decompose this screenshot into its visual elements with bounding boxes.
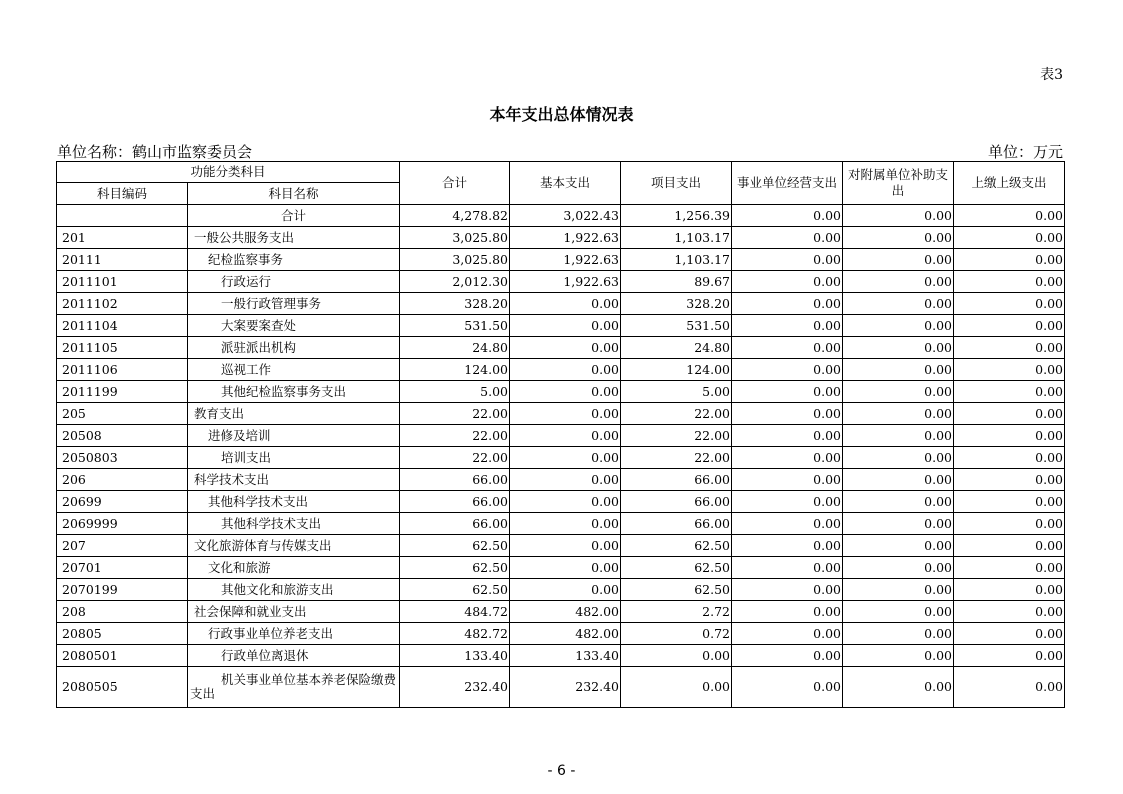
cell-business: 0.00 <box>732 469 843 491</box>
cell-subsidy: 0.00 <box>843 579 954 601</box>
cell-name: 行政事业单位养老支出 <box>188 623 400 645</box>
cell-subsidy: 0.00 <box>843 513 954 535</box>
unit-name-label: 单位名称：鹤山市监察委员会 <box>57 143 253 161</box>
cell-code: 2080505 <box>57 667 188 708</box>
cell-business: 0.00 <box>732 491 843 513</box>
cell-subsidy: 0.00 <box>843 359 954 381</box>
cell-subsidy: 0.00 <box>843 227 954 249</box>
table-row <box>57 513 1065 535</box>
cell-subsidy: 0.00 <box>843 271 954 293</box>
header-total: 合计 <box>400 162 510 205</box>
cell-business: 0.00 <box>732 381 843 403</box>
cell-code: 20508 <box>57 425 188 447</box>
cell-project: 0.72 <box>621 623 732 645</box>
header-project: 项目支出 <box>621 162 732 205</box>
cell-project: 2.72 <box>621 601 732 623</box>
cell-name: 培训支出 <box>188 447 400 469</box>
cell-code: 2011101 <box>57 271 188 293</box>
cell-subsidy: 0.00 <box>843 447 954 469</box>
header-upper: 上缴上级支出 <box>954 162 1065 205</box>
cell-upper: 0.00 <box>954 315 1065 337</box>
cell-name: 一般行政管理事务 <box>188 293 400 315</box>
cell-name: 其他科学技术支出 <box>188 513 400 535</box>
cell-subsidy: 0.00 <box>843 491 954 513</box>
table-row <box>57 227 1065 249</box>
cell-project: 124.00 <box>621 359 732 381</box>
cell-project: 66.00 <box>621 469 732 491</box>
cell-business: 0.00 <box>732 447 843 469</box>
cell-name: 行政单位离退休 <box>188 645 400 667</box>
cell-upper: 0.00 <box>954 271 1065 293</box>
cell-project: 89.67 <box>621 271 732 293</box>
cell-code: 206 <box>57 469 188 491</box>
header-subsidy: 对附属单位补助支出 <box>843 162 954 205</box>
cell-business: 0.00 <box>732 205 843 227</box>
cell-code: 20699 <box>57 491 188 513</box>
cell-code: 205 <box>57 403 188 425</box>
table-row <box>57 315 1065 337</box>
table-row <box>57 403 1065 425</box>
table-row <box>57 623 1065 645</box>
cell-project: 1,103.17 <box>621 227 732 249</box>
cell-basic: 0.00 <box>510 447 621 469</box>
cell-code: 208 <box>57 601 188 623</box>
table-row <box>57 579 1065 601</box>
cell-code: 2011102 <box>57 293 188 315</box>
cell-name: 社会保障和就业支出 <box>188 601 400 623</box>
cell-basic: 1,922.63 <box>510 271 621 293</box>
cell-total: 66.00 <box>400 491 510 513</box>
cell-upper: 0.00 <box>954 249 1065 271</box>
table-row <box>57 557 1065 579</box>
cell-basic: 1,922.63 <box>510 227 621 249</box>
cell-upper: 0.00 <box>954 337 1065 359</box>
table-row <box>57 337 1065 359</box>
cell-upper: 0.00 <box>954 205 1065 227</box>
cell-project: 62.50 <box>621 557 732 579</box>
cell-upper: 0.00 <box>954 491 1065 513</box>
cell-subsidy: 0.00 <box>843 293 954 315</box>
cell-upper: 0.00 <box>954 469 1065 491</box>
cell-subsidy: 0.00 <box>843 315 954 337</box>
cell-basic: 0.00 <box>510 381 621 403</box>
cell-basic: 0.00 <box>510 337 621 359</box>
cell-basic: 0.00 <box>510 359 621 381</box>
table-row <box>57 491 1065 513</box>
cell-project: 24.80 <box>621 337 732 359</box>
cell-name: 大案要案查处 <box>188 315 400 337</box>
cell-code: 20111 <box>57 249 188 271</box>
cell-business: 0.00 <box>732 557 843 579</box>
cell-total: 62.50 <box>400 557 510 579</box>
cell-total: 3,025.80 <box>400 227 510 249</box>
cell-upper: 0.00 <box>954 381 1065 403</box>
cell-upper: 0.00 <box>954 447 1065 469</box>
cell-business: 0.00 <box>732 535 843 557</box>
cell-code: 2080501 <box>57 645 188 667</box>
cell-project: 0.00 <box>621 667 732 708</box>
cell-total: 22.00 <box>400 447 510 469</box>
cell-upper: 0.00 <box>954 227 1065 249</box>
cell-name: 合计 <box>188 205 400 227</box>
cell-upper: 0.00 <box>954 513 1065 535</box>
cell-business: 0.00 <box>732 425 843 447</box>
cell-name: 其他纪检监察事务支出 <box>188 381 400 403</box>
cell-code: 201 <box>57 227 188 249</box>
cell-upper: 0.00 <box>954 557 1065 579</box>
cell-project: 531.50 <box>621 315 732 337</box>
table-row <box>57 667 1065 708</box>
cell-project: 22.00 <box>621 425 732 447</box>
cell-total: 482.72 <box>400 623 510 645</box>
cell-basic: 1,922.63 <box>510 249 621 271</box>
cell-total: 24.80 <box>400 337 510 359</box>
cell-total: 328.20 <box>400 293 510 315</box>
cell-name: 教育支出 <box>188 403 400 425</box>
cell-project: 22.00 <box>621 403 732 425</box>
cell-basic: 0.00 <box>510 579 621 601</box>
cell-business: 0.00 <box>732 227 843 249</box>
cell-name: 科学技术支出 <box>188 469 400 491</box>
cell-code: 2011106 <box>57 359 188 381</box>
cell-basic: 232.40 <box>510 667 621 708</box>
cell-project: 1,256.39 <box>621 205 732 227</box>
cell-basic: 0.00 <box>510 315 621 337</box>
cell-total: 5.00 <box>400 381 510 403</box>
cell-code: 2011104 <box>57 315 188 337</box>
cell-basic: 0.00 <box>510 469 621 491</box>
cell-basic: 0.00 <box>510 557 621 579</box>
cell-upper: 0.00 <box>954 425 1065 447</box>
cell-code: 207 <box>57 535 188 557</box>
cell-project: 0.00 <box>621 645 732 667</box>
cell-code <box>57 205 188 227</box>
cell-subsidy: 0.00 <box>843 249 954 271</box>
cell-basic: 0.00 <box>510 535 621 557</box>
cell-subsidy: 0.00 <box>843 469 954 491</box>
cell-project: 328.20 <box>621 293 732 315</box>
table-number-label: 表3 <box>1040 67 1063 83</box>
cell-total: 66.00 <box>400 469 510 491</box>
cell-upper: 0.00 <box>954 579 1065 601</box>
cell-business: 0.00 <box>732 579 843 601</box>
cell-total: 3,025.80 <box>400 249 510 271</box>
cell-business: 0.00 <box>732 315 843 337</box>
cell-code: 2011105 <box>57 337 188 359</box>
cell-project: 62.50 <box>621 535 732 557</box>
expenditure-table <box>56 161 1065 708</box>
cell-project: 62.50 <box>621 579 732 601</box>
cell-name: 文化和旅游 <box>188 557 400 579</box>
table-row <box>57 447 1065 469</box>
table-row <box>57 645 1065 667</box>
cell-name: 进修及培训 <box>188 425 400 447</box>
cell-name: 派驻派出机构 <box>188 337 400 359</box>
cell-total: 22.00 <box>400 403 510 425</box>
cell-subsidy: 0.00 <box>843 205 954 227</box>
cell-total: 124.00 <box>400 359 510 381</box>
cell-name: 纪检监察事务 <box>188 249 400 271</box>
cell-upper: 0.00 <box>954 403 1065 425</box>
cell-total: 66.00 <box>400 513 510 535</box>
cell-business: 0.00 <box>732 271 843 293</box>
cell-project: 5.00 <box>621 381 732 403</box>
cell-name: 其他文化和旅游支出 <box>188 579 400 601</box>
cell-business: 0.00 <box>732 513 843 535</box>
cell-name: 行政运行 <box>188 271 400 293</box>
cell-business: 0.00 <box>732 359 843 381</box>
cell-business: 0.00 <box>732 293 843 315</box>
cell-subsidy: 0.00 <box>843 381 954 403</box>
cell-total: 2,012.30 <box>400 271 510 293</box>
cell-name: 文化旅游体育与传媒支出 <box>188 535 400 557</box>
cell-business: 0.00 <box>732 601 843 623</box>
cell-business: 0.00 <box>732 623 843 645</box>
cell-subsidy: 0.00 <box>843 645 954 667</box>
cell-name: 机关事业单位基本养老保险缴费支出 <box>188 667 400 708</box>
cell-name: 巡视工作 <box>188 359 400 381</box>
cell-subsidy: 0.00 <box>843 535 954 557</box>
cell-upper: 0.00 <box>954 359 1065 381</box>
table-row <box>57 469 1065 491</box>
cell-basic: 0.00 <box>510 293 621 315</box>
cell-upper: 0.00 <box>954 667 1065 708</box>
cell-business: 0.00 <box>732 403 843 425</box>
cell-business: 0.00 <box>732 645 843 667</box>
table-row <box>57 271 1065 293</box>
header-name: 科目名称 <box>188 183 400 205</box>
cell-business: 0.00 <box>732 249 843 271</box>
cell-basic: 0.00 <box>510 403 621 425</box>
cell-project: 66.00 <box>621 491 732 513</box>
cell-subsidy: 0.00 <box>843 667 954 708</box>
cell-project: 66.00 <box>621 513 732 535</box>
header-basic: 基本支出 <box>510 162 621 205</box>
cell-total: 62.50 <box>400 579 510 601</box>
currency-unit-label: 单位：万元 <box>987 143 1063 161</box>
page-title: 本年支出总体情况表 <box>489 105 634 124</box>
cell-total: 133.40 <box>400 645 510 667</box>
cell-basic: 0.00 <box>510 491 621 513</box>
header-code: 科目编码 <box>57 183 188 205</box>
cell-code: 2011199 <box>57 381 188 403</box>
cell-basic: 482.00 <box>510 623 621 645</box>
cell-subsidy: 0.00 <box>843 425 954 447</box>
cell-upper: 0.00 <box>954 535 1065 557</box>
cell-business: 0.00 <box>732 337 843 359</box>
cell-code: 20701 <box>57 557 188 579</box>
page-number: - 6 - <box>547 763 576 779</box>
header-business: 事业单位经营支出 <box>732 162 843 205</box>
cell-project: 1,103.17 <box>621 249 732 271</box>
cell-subsidy: 0.00 <box>843 623 954 645</box>
table-row <box>57 293 1065 315</box>
cell-basic: 0.00 <box>510 425 621 447</box>
cell-upper: 0.00 <box>954 601 1065 623</box>
cell-upper: 0.00 <box>954 645 1065 667</box>
cell-code: 2069999 <box>57 513 188 535</box>
cell-total: 62.50 <box>400 535 510 557</box>
cell-project: 22.00 <box>621 447 732 469</box>
header-function-category: 功能分类科目 <box>57 162 400 183</box>
cell-code: 2050803 <box>57 447 188 469</box>
cell-total: 232.40 <box>400 667 510 708</box>
cell-name: 一般公共服务支出 <box>188 227 400 249</box>
table-row <box>57 535 1065 557</box>
cell-subsidy: 0.00 <box>843 337 954 359</box>
cell-code: 20805 <box>57 623 188 645</box>
cell-subsidy: 0.00 <box>843 403 954 425</box>
cell-basic: 0.00 <box>510 513 621 535</box>
table-row <box>57 249 1065 271</box>
cell-name: 其他科学技术支出 <box>188 491 400 513</box>
cell-total: 22.00 <box>400 425 510 447</box>
cell-subsidy: 0.00 <box>843 601 954 623</box>
table-row <box>57 205 1065 227</box>
table-row <box>57 425 1065 447</box>
cell-business: 0.00 <box>732 667 843 708</box>
table-row <box>57 381 1065 403</box>
cell-total: 531.50 <box>400 315 510 337</box>
cell-upper: 0.00 <box>954 293 1065 315</box>
cell-subsidy: 0.00 <box>843 557 954 579</box>
table-row <box>57 601 1065 623</box>
cell-basic: 133.40 <box>510 645 621 667</box>
cell-code: 2070199 <box>57 579 188 601</box>
cell-total: 484.72 <box>400 601 510 623</box>
cell-upper: 0.00 <box>954 623 1065 645</box>
cell-basic: 3,022.43 <box>510 205 621 227</box>
table-row <box>57 359 1065 381</box>
cell-total: 4,278.82 <box>400 205 510 227</box>
cell-basic: 482.00 <box>510 601 621 623</box>
